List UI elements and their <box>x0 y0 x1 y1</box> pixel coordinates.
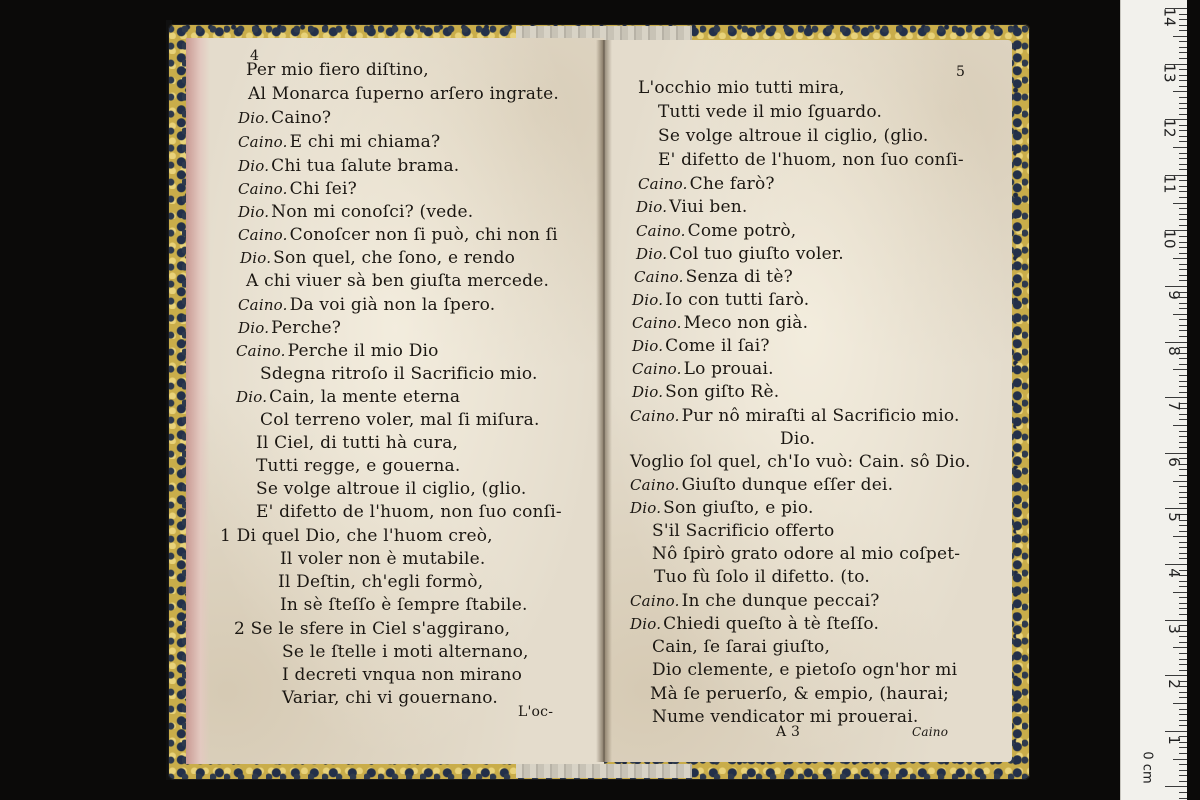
text-line <box>654 567 870 587</box>
ruler-tick <box>1179 586 1187 587</box>
verse-text: Come potrò, <box>687 221 797 241</box>
ruler-tick <box>1179 19 1187 20</box>
ruler-tick <box>1179 503 1187 504</box>
ruler-tick <box>1179 25 1187 26</box>
verse-text: Col tuo giuſto voler. <box>669 244 844 264</box>
ruler-tick <box>1173 258 1187 259</box>
verse-text: Se volge altroue il ciglio, (glio. <box>256 479 527 499</box>
text-line <box>260 410 540 430</box>
text-line <box>630 452 971 472</box>
ruler-tick <box>1179 358 1187 359</box>
ruler-tick <box>1179 180 1187 181</box>
ruler-tick <box>1165 286 1187 287</box>
verse-text: Voglio ſol quel, ch'Io vuò: Cain. sô Dio. <box>630 452 971 472</box>
ruler-tick <box>1179 75 1187 76</box>
ruler-tick <box>1179 225 1187 226</box>
verse-text: Tutti regge, e gouerna. <box>256 456 461 476</box>
speaker-label: Dio. <box>632 337 664 355</box>
ruler-tick <box>1173 147 1187 148</box>
verse-text: Per mio fiero diſtino, <box>246 60 429 80</box>
signature-mark: A 3 <box>776 724 801 740</box>
text-line <box>780 429 815 449</box>
page-number-left: 4 <box>250 48 259 64</box>
speaker-label: Caino. <box>238 296 288 314</box>
text-line <box>256 456 460 476</box>
ruler-tick <box>1179 141 1187 142</box>
ruler-number: 1 <box>1165 735 1184 745</box>
ruler-number: 11 <box>1160 174 1179 194</box>
text-line <box>238 295 495 315</box>
ruler-tick <box>1179 97 1187 98</box>
ruler-tick <box>1173 36 1187 37</box>
ruler-number: 13 <box>1160 63 1179 83</box>
text-line <box>256 479 526 499</box>
text-line <box>638 78 845 98</box>
ruler-tick <box>1165 786 1187 787</box>
speaker-label: Caino. <box>630 407 680 425</box>
text-line <box>280 595 528 615</box>
verse-text: Mà ſe peruerſo, & empio, (haurai; <box>650 684 950 704</box>
ruler-tick <box>1173 592 1187 593</box>
verse-text: Perche? <box>271 318 342 338</box>
measuring-ruler <box>1120 0 1187 800</box>
ruler-number: 7 <box>1165 401 1184 411</box>
ruler-tick <box>1179 219 1187 220</box>
text-line <box>630 591 880 611</box>
ruler-tick <box>1179 86 1187 87</box>
ruler-tick <box>1179 436 1187 437</box>
ruler-tick <box>1179 375 1187 376</box>
text-line <box>632 313 808 333</box>
ruler-tick <box>1179 608 1187 609</box>
ruler-tick <box>1179 325 1187 326</box>
verse-text: Chi ſei? <box>289 179 357 199</box>
ruler-tick <box>1179 525 1187 526</box>
ruler-number: 8 <box>1165 345 1184 356</box>
text-line <box>636 221 796 241</box>
text-line <box>238 179 357 199</box>
text-line <box>248 84 559 104</box>
verse-text: Se volge altroue il ciglio, (glio. <box>658 126 929 146</box>
ruler-number: 4 <box>1165 568 1184 578</box>
text-line <box>256 433 458 453</box>
text-line <box>246 271 549 291</box>
text-line <box>630 614 879 634</box>
ruler-tick <box>1179 781 1187 782</box>
ruler-tick <box>1173 481 1187 482</box>
verse-text: Il Ciel, di tutti hà cura, <box>256 433 459 453</box>
ruler-tick <box>1179 158 1187 159</box>
verse-text: Son giſto Rè. <box>665 382 780 402</box>
ruler-tick <box>1179 336 1187 337</box>
ruler-tick <box>1179 614 1187 615</box>
verse-text: Cain, la mente eterna <box>269 387 461 407</box>
ruler-tick <box>1179 692 1187 693</box>
speaker-label: Caino. <box>636 222 686 240</box>
speaker-label: Caino. <box>632 360 682 378</box>
speaker-label: Caino. <box>238 133 288 151</box>
ruler-tick <box>1179 659 1187 660</box>
ruler-tick <box>1165 342 1187 343</box>
verse-text: In che dunque peccai? <box>681 591 880 611</box>
ruler-tick <box>1165 397 1187 398</box>
ruler-tick <box>1179 714 1187 715</box>
ruler-tick <box>1179 208 1187 209</box>
ruler-tick <box>1179 253 1187 254</box>
verse-text: Col terreno voler, mal ſi miſura. <box>260 410 540 430</box>
speaker-label: Caino. <box>638 175 688 193</box>
text-line <box>632 290 809 310</box>
ruler-tick <box>1179 186 1187 187</box>
speaker-label: Caino. <box>238 226 288 244</box>
ruler-tick <box>1179 14 1187 15</box>
ruler-tick <box>1179 542 1187 543</box>
ruler-tick <box>1165 620 1187 621</box>
text-line <box>652 544 960 564</box>
verse-text: 1 Di quel Dio, che l'huom creò, <box>220 526 493 546</box>
page-number-right: 5 <box>956 64 965 80</box>
verse-text: Perche il mio Dio <box>287 341 439 361</box>
verse-text: Pur nô miraſti al Sacrificio mio. <box>681 406 960 426</box>
speaker-label: Caino. <box>632 314 682 332</box>
verse-text: E chi mi chiama? <box>289 132 441 152</box>
ruler-tick <box>1179 169 1187 170</box>
ruler-tick <box>1173 314 1187 315</box>
text-line <box>280 549 485 569</box>
book-gutter <box>596 40 612 762</box>
text-line <box>658 126 928 146</box>
speaker-label: Dio. <box>238 157 270 175</box>
ruler-tick <box>1179 392 1187 393</box>
text-line <box>632 336 770 356</box>
verse-text: 2 Se le sfere in Ciel s'aggirano, <box>234 619 511 639</box>
ruler-tick <box>1179 492 1187 493</box>
text-line <box>630 498 814 518</box>
ruler-tick <box>1179 709 1187 710</box>
ruler-tick <box>1179 330 1187 331</box>
verse-text: E' difetto de l'huom, non ſuo conſi- <box>658 150 964 170</box>
speaker-label: Dio. <box>632 383 664 401</box>
verse-text: Sdegna ritroſo il Sacrificio mio. <box>260 364 538 384</box>
text-line <box>652 521 834 541</box>
text-line <box>238 202 473 222</box>
ruler-tick <box>1179 103 1187 104</box>
ruler-tick <box>1179 269 1187 270</box>
ruler-tick <box>1179 247 1187 248</box>
text-line <box>632 359 774 379</box>
verse-text: Son giuſto, e pio. <box>663 498 814 518</box>
ruler-tick <box>1179 475 1187 476</box>
verse-text: Non mi conoſci? (vede. <box>271 202 474 222</box>
ruler-tick <box>1179 30 1187 31</box>
ruler-unit-label: 0 cm <box>1139 751 1155 784</box>
ruler-tick <box>1179 753 1187 754</box>
text-line <box>650 684 949 704</box>
ruler-tick <box>1179 597 1187 598</box>
ruler-tick <box>1179 280 1187 281</box>
verse-text: I decreti vnqua non mirano <box>282 665 523 685</box>
ruler-number: 9 <box>1165 290 1184 300</box>
ruler-tick <box>1179 197 1187 198</box>
verse-text: Variar, chi vi gouernano. <box>282 688 498 708</box>
verse-text: Senza di tè? <box>685 267 793 287</box>
ruler-tick <box>1179 603 1187 604</box>
verse-text: Come il ſai? <box>665 336 770 356</box>
verse-text: S'il Sacrificio offerto <box>652 521 835 541</box>
ruler-tick <box>1179 236 1187 237</box>
ruler-tick <box>1173 425 1187 426</box>
speaker-label: Dio. <box>636 198 668 216</box>
speaker-label: Dio. <box>238 203 270 221</box>
ruler-tick <box>1179 447 1187 448</box>
ruler-tick <box>1179 414 1187 415</box>
ruler-number: 6 <box>1165 457 1184 467</box>
ruler-tick <box>1179 697 1187 698</box>
ruler-tick <box>1179 431 1187 432</box>
ruler-tick <box>1179 58 1187 59</box>
speaker-label: Caino. <box>236 342 286 360</box>
ruler-tick <box>1179 191 1187 192</box>
verse-text: Al Monarca ſuperno arſero ingrate. <box>248 84 559 104</box>
speaker-label: Caino. <box>238 180 288 198</box>
verse-text: Viui ben. <box>669 197 748 217</box>
ruler-tick <box>1179 308 1187 309</box>
ruler-tick <box>1179 275 1187 276</box>
text-line <box>282 665 522 685</box>
speaker-label: Dio. <box>240 249 272 267</box>
text-line <box>238 318 341 338</box>
ruler-tick <box>1165 731 1187 732</box>
verse-text: Giuſto dunque eſſer dei. <box>681 475 894 495</box>
ruler-tick <box>1179 469 1187 470</box>
verse-text: L'occhio mio tutti mira, <box>638 78 845 98</box>
ruler-tick <box>1173 703 1187 704</box>
text-line <box>282 642 529 662</box>
ruler-tick <box>1173 369 1187 370</box>
ruler-tick <box>1179 125 1187 126</box>
left-page <box>186 38 604 764</box>
ruler-tick <box>1165 675 1187 676</box>
spine-headband-bottom <box>516 764 692 778</box>
verse-text: E' difetto de l'huom, non ſuo conſi- <box>256 502 562 522</box>
ruler-tick <box>1179 153 1187 154</box>
ruler-tick <box>1179 664 1187 665</box>
text-line <box>236 387 460 407</box>
ruler-tick <box>1173 536 1187 537</box>
ruler-tick <box>1179 381 1187 382</box>
ruler-tick <box>1179 108 1187 109</box>
text-line <box>636 244 844 264</box>
ruler-number: 12 <box>1160 118 1179 138</box>
ruler-tick <box>1179 303 1187 304</box>
text-line <box>238 132 440 152</box>
ruler-tick <box>1179 442 1187 443</box>
text-line <box>652 660 957 680</box>
ruler-tick <box>1179 242 1187 243</box>
right-page <box>604 40 1012 762</box>
verse-text: Dio. <box>780 429 816 449</box>
text-line <box>632 382 779 402</box>
text-line <box>652 637 830 657</box>
ruler-tick <box>1179 214 1187 215</box>
ruler-number: 3 <box>1165 623 1184 634</box>
text-line <box>256 502 562 522</box>
ruler-tick <box>1179 558 1187 559</box>
page-stain-left <box>186 38 210 764</box>
ruler-tick <box>1179 547 1187 548</box>
verse-text: Nume vendicator mi prouerai. <box>652 707 919 727</box>
speaker-label: Dio. <box>238 319 270 337</box>
text-line <box>236 341 439 361</box>
ruler-tick <box>1179 747 1187 748</box>
text-line <box>636 197 747 217</box>
ruler-tick <box>1179 670 1187 671</box>
ruler-tick <box>1165 508 1187 509</box>
text-line <box>234 619 510 639</box>
verse-text: Tutti vede il mio ſguardo. <box>658 102 883 122</box>
ruler-tick <box>1179 531 1187 532</box>
text-line <box>634 267 793 287</box>
text-line <box>240 248 515 268</box>
ruler-tick <box>1165 453 1187 454</box>
ruler-tick <box>1179 770 1187 771</box>
ruler-tick <box>1173 647 1187 648</box>
verse-text: Chiedi queſto à tè ſteſſo. <box>663 614 880 634</box>
speaker-label: Dio. <box>636 245 668 263</box>
ruler-tick <box>1179 553 1187 554</box>
verse-text: Tuo fù ſolo il difetto. (to. <box>654 567 870 587</box>
ruler-tick <box>1179 775 1187 776</box>
ruler-tick <box>1179 720 1187 721</box>
verse-text: Da voi già non la ſpero. <box>289 295 496 315</box>
verse-text: Son quel, che ſono, e rendo <box>273 248 516 268</box>
ruler-number: 5 <box>1165 512 1184 523</box>
ruler-tick <box>1179 497 1187 498</box>
verse-text: Dio clemente, e pietoſo ogn'hor mi <box>652 660 958 680</box>
ruler-tick <box>1173 203 1187 204</box>
text-line <box>630 475 893 495</box>
ruler-tick <box>1179 764 1187 765</box>
verse-text: Cain, ſe ſarai giuſto, <box>652 637 831 657</box>
text-line <box>658 150 964 170</box>
ruler-tick <box>1179 80 1187 81</box>
text-line <box>238 156 459 176</box>
verse-text: Caino? <box>271 108 332 128</box>
ruler-tick <box>1179 264 1187 265</box>
text-line <box>638 174 775 194</box>
ruler-tick <box>1165 564 1187 565</box>
verse-text: A chi viuer sà ben giuſta mercede. <box>246 271 550 291</box>
ruler-tick <box>1179 792 1187 793</box>
ruler-tick <box>1173 91 1187 92</box>
text-line <box>630 406 960 426</box>
text-line <box>238 108 331 128</box>
verse-text: Se le ſtelle i moti alternano, <box>282 642 529 662</box>
speaker-label: Caino. <box>630 476 680 494</box>
verse-text: Lo prouai. <box>683 359 774 379</box>
ruler-tick <box>1179 319 1187 320</box>
ruler-number: 2 <box>1165 679 1184 689</box>
ruler-tick <box>1179 486 1187 487</box>
text-line <box>246 60 429 80</box>
speaker-label: Dio. <box>630 499 662 517</box>
ruler-tick <box>1179 725 1187 726</box>
ruler-tick <box>1179 581 1187 582</box>
speaker-label: Dio. <box>238 109 270 127</box>
text-line <box>282 688 498 708</box>
ruler-tick <box>1179 653 1187 654</box>
ruler-tick <box>1179 636 1187 637</box>
ruler-tick <box>1179 41 1187 42</box>
ruler-tick <box>1179 642 1187 643</box>
verse-text: Io con tutti ſarò. <box>665 290 810 310</box>
verse-text: Conoſcer non ſi può, chi non ſi <box>289 225 558 245</box>
ruler-number: 10 <box>1160 229 1179 249</box>
ruler-tick <box>1179 130 1187 131</box>
speaker-label: Dio. <box>236 388 268 406</box>
ruler-tick <box>1179 52 1187 53</box>
ruler-tick <box>1179 364 1187 365</box>
verse-text: Nô ſpirò grato odore al mio coſpet- <box>652 544 961 564</box>
catchword-right: Caino <box>912 725 949 739</box>
ruler-tick <box>1179 47 1187 48</box>
text-line <box>278 572 483 592</box>
verse-text: In sè ſteſſo è ſempre ſtabile. <box>280 595 528 615</box>
ruler-number: 14 <box>1160 7 1179 27</box>
ruler-tick <box>1179 69 1187 70</box>
ruler-tick <box>1179 136 1187 137</box>
verse-text: Il Deſtin, ch'egli formò, <box>278 572 484 592</box>
text-line <box>220 526 493 546</box>
verse-text: Che farò? <box>689 174 775 194</box>
ruler-tick <box>1179 164 1187 165</box>
verse-text: Il voler non è mutabile. <box>280 549 486 569</box>
verse-text: Chi tua ſalute brama. <box>271 156 460 176</box>
ruler-tick <box>1179 114 1187 115</box>
speaker-label: Dio. <box>632 291 664 309</box>
text-line <box>658 102 882 122</box>
speaker-label: Caino. <box>634 268 684 286</box>
speaker-label: Caino. <box>630 592 680 610</box>
ruler-tick <box>1179 798 1187 799</box>
text-line <box>260 364 538 384</box>
speaker-label: Dio. <box>630 615 662 633</box>
verse-text: Meco non già. <box>683 313 809 333</box>
text-line <box>238 225 558 245</box>
catchword-left: L'oc- <box>518 704 554 720</box>
ruler-tick <box>1179 419 1187 420</box>
ruler-tick <box>1179 386 1187 387</box>
ruler-tick <box>1173 759 1187 760</box>
